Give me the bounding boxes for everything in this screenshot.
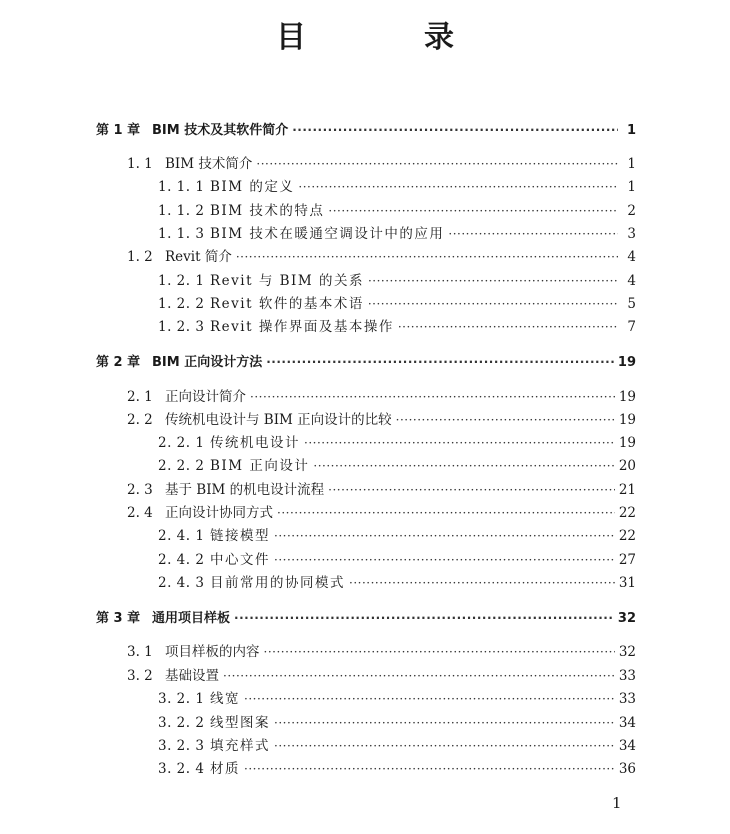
toc-entry-page: 19: [617, 355, 636, 370]
toc-entry-title: Revit 软件的基本术语: [210, 296, 364, 312]
toc-entry-title: 材质: [210, 761, 240, 777]
leader-dots: [274, 714, 615, 732]
toc-entry-number: 第 1 章: [96, 123, 141, 138]
toc-chapter-2[interactable]: [96, 353, 636, 372]
toc-entry-number: 2. 4: [127, 505, 153, 521]
toc-entry-title: 传统机电设计与 BIM 正向设计的比较: [165, 412, 392, 428]
toc-entry-page: 27: [618, 552, 636, 568]
toc-entry-page: 19: [618, 412, 636, 428]
toc-subsection-2-4-1[interactable]: [158, 527, 636, 545]
toc-entry-title: BIM 技术的特点: [210, 203, 325, 219]
toc-entry-number: 1. 1. 3: [158, 226, 205, 242]
toc-section-2-4[interactable]: [127, 504, 636, 522]
toc-entry-title: BIM 正向设计方法: [152, 355, 263, 370]
toc-entry-title: 通用项目样板: [152, 611, 231, 626]
toc-subsection-1-1-1[interactable]: [158, 178, 636, 196]
toc-entry-title: BIM 技术在暖通空调设计中的应用: [210, 226, 445, 242]
toc-entry-title: 填充样式: [210, 738, 270, 754]
toc-entry-number: 2. 4. 3: [158, 575, 205, 591]
toc-entry-number: 3. 2. 4: [158, 761, 205, 777]
toc-entry-page: 2: [627, 203, 636, 219]
leader-dots: [277, 504, 615, 522]
toc-subsection-1-2-2[interactable]: [158, 295, 636, 313]
toc-entry-page: 32: [617, 611, 636, 626]
toc-entry-title: 线宽: [210, 691, 240, 707]
leader-dots: [328, 202, 618, 220]
leader-dots: [448, 225, 618, 243]
toc-entry-title: BIM 的定义: [210, 179, 295, 195]
toc-entry-page: 1: [627, 156, 636, 172]
toc-subsection-3-2-4[interactable]: [158, 760, 636, 778]
toc-entry-number: 1. 2: [127, 249, 153, 265]
leader-dots: [368, 272, 618, 290]
toc-entry-number: 2. 2. 1: [158, 435, 205, 451]
toc-entry-page: 34: [618, 715, 636, 731]
toc-entry-page: 1: [627, 179, 636, 195]
leader-dots: [274, 737, 615, 755]
toc-subsection-2-2-2[interactable]: [158, 457, 636, 475]
leader-dots: [349, 574, 615, 592]
toc-entry-page: 33: [618, 668, 636, 684]
toc-entry-title: 项目样板的内容: [165, 644, 260, 660]
toc-section-3-1[interactable]: [127, 643, 636, 661]
leader-dots: [244, 690, 615, 708]
leader-dots: [236, 248, 618, 266]
toc-entry-number: 第 2 章: [96, 355, 141, 370]
toc-subsection-1-2-1[interactable]: [158, 272, 636, 290]
leader-dots: [274, 527, 615, 545]
toc-entry-page: 33: [618, 691, 636, 707]
toc-entry-page: 36: [618, 761, 636, 777]
toc-entry-number: 3. 2. 1: [158, 691, 205, 707]
leader-dots: [396, 411, 615, 429]
toc-subsection-3-2-3[interactable]: [158, 737, 636, 755]
toc-section-3-2[interactable]: [127, 667, 636, 685]
toc-entry-number: 2. 2. 2: [158, 458, 205, 474]
toc-subsection-2-2-1[interactable]: [158, 434, 636, 452]
toc-entry-number: 3. 2. 3: [158, 738, 205, 754]
toc-entry-number: 1. 1. 2: [158, 203, 205, 219]
toc-entry-title: BIM 正向设计: [210, 458, 310, 474]
toc-entry-number: 第 3 章: [96, 611, 141, 626]
leader-dots: [328, 481, 615, 499]
leader-dots: [256, 155, 618, 173]
toc-entry-title: 中心文件: [210, 552, 270, 568]
toc-subsection-1-2-3[interactable]: [158, 318, 636, 336]
toc-entry-title: BIM 技术简介: [165, 156, 253, 172]
toc-entry-number: 3. 1: [127, 644, 153, 660]
toc-entry-number: 2. 4. 1: [158, 528, 205, 544]
toc-entry-page: 1: [626, 123, 636, 138]
leader-dots: [368, 295, 618, 313]
toc-entry-title: 基于 BIM 的机电设计流程: [165, 482, 325, 498]
toc-entry-page: 31: [618, 575, 636, 591]
toc-section-1-1[interactable]: [127, 155, 636, 173]
toc-entry-page: 34: [618, 738, 636, 754]
leader-dots: [304, 434, 615, 452]
toc-entry-page: 4: [627, 249, 636, 265]
leader-dots: [266, 353, 614, 371]
toc-section-1-2[interactable]: [127, 248, 636, 266]
toc-entry-title: Revit 操作界面及基本操作: [210, 319, 394, 335]
toc-entry-page: 4: [627, 273, 636, 289]
toc-section-2-3[interactable]: [127, 481, 636, 499]
toc-entry-title: 线型图案: [210, 715, 270, 731]
toc-entry-title: 正向设计简介: [165, 389, 246, 405]
toc-entry-title: BIM 技术及其软件简介: [152, 123, 289, 138]
leader-dots: [298, 178, 618, 196]
toc-entry-page: 3: [627, 226, 636, 242]
toc-chapter-3[interactable]: [96, 609, 636, 628]
toc-subsection-3-2-1[interactable]: [158, 690, 636, 708]
toc-entry-number: 1. 1. 1: [158, 179, 205, 195]
toc-entry-page: 19: [618, 435, 636, 451]
toc-subsection-2-4-2[interactable]: [158, 551, 636, 569]
toc-entry-title: Revit 简介: [165, 249, 232, 265]
toc-entry-title: 链接模型: [210, 528, 270, 544]
toc-entry-page: 21: [618, 482, 636, 498]
toc-chapter-1[interactable]: [96, 121, 636, 140]
toc-subsection-2-4-3[interactable]: [158, 574, 636, 592]
toc-entry-page: 19: [618, 389, 636, 405]
toc-entry-page: 7: [627, 319, 636, 335]
leader-dots: [264, 643, 615, 661]
toc-entry-number: 2. 4. 2: [158, 552, 205, 568]
leader-dots: [313, 457, 614, 475]
toc-subsection-3-2-2[interactable]: [158, 714, 636, 732]
toc-entry-page: 32: [618, 644, 636, 660]
toc-entry-number: 1. 2. 1: [158, 273, 205, 289]
toc-entry-number: 1. 1: [127, 156, 153, 172]
toc-entry-number: 3. 2. 2: [158, 715, 205, 731]
toc-entry-page: 22: [618, 528, 636, 544]
toc-entry-number: 1. 2. 2: [158, 296, 205, 312]
toc-entry-number: 2. 2: [127, 412, 153, 428]
page-number: 1: [612, 794, 622, 812]
toc-entry-page: 20: [618, 458, 636, 474]
toc-entry-page: 22: [618, 505, 636, 521]
toc-section-2-2[interactable]: [127, 411, 636, 429]
leader-dots: [292, 121, 618, 139]
toc-entry-number: 2. 1: [127, 389, 153, 405]
leader-dots: [223, 667, 615, 685]
leader-dots: [250, 388, 615, 406]
leader-dots: [398, 318, 618, 336]
toc-entry-title: 目前常用的协同模式: [210, 575, 345, 591]
toc-entry-title: 正向设计协同方式: [165, 505, 273, 521]
toc-entry-page: 5: [627, 296, 636, 312]
toc-section-2-1[interactable]: [127, 388, 636, 406]
toc-entry-title: 基础设置: [165, 668, 219, 684]
page-title: 目 录: [276, 20, 498, 55]
toc-entry-title: 传统机电设计: [210, 435, 300, 451]
toc-subsection-1-1-2[interactable]: [158, 202, 636, 220]
leader-dots: [274, 551, 615, 569]
toc-entry-number: 2. 3: [127, 482, 153, 498]
toc-entry-number: 1. 2. 3: [158, 319, 205, 335]
toc-subsection-1-1-3[interactable]: [158, 225, 636, 243]
toc-entry-number: 3. 2: [127, 668, 153, 684]
leader-dots: [234, 609, 614, 627]
leader-dots: [244, 760, 615, 778]
toc-entry-title: Revit 与 BIM 的关系: [210, 273, 364, 289]
